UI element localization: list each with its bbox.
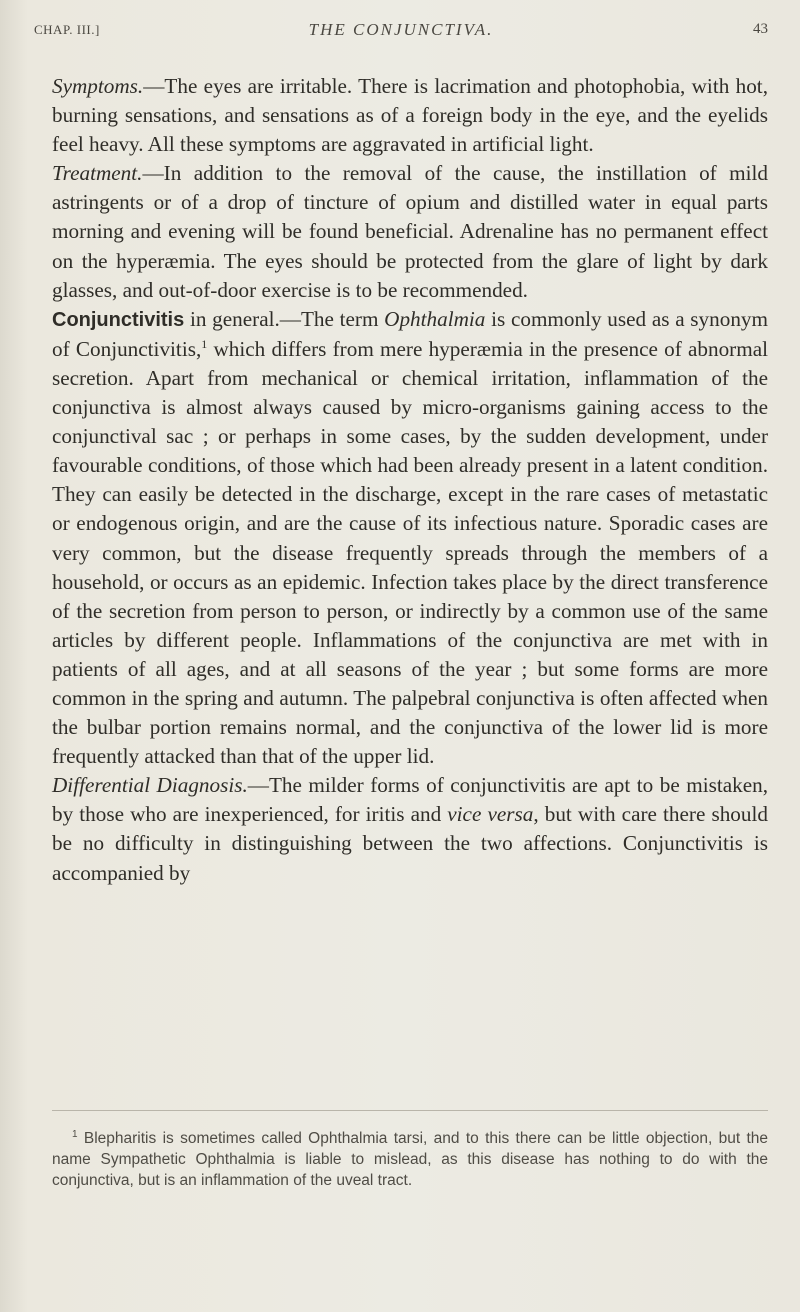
paragraph-differential-diagnosis bbox=[52, 771, 768, 887]
paragraph-conjunctivitis bbox=[52, 305, 768, 772]
conjunctivitis-text-1: in general.—The term bbox=[184, 306, 385, 331]
running-title: THE CONJUNCTIVA. bbox=[308, 20, 494, 39]
conjunctivitis-text-2: is commonly used as a synonym of Conjunctivitis, bbox=[52, 306, 768, 361]
symptoms-text: —The eyes are irritable. There is lacrimation and photophobia, with hot, burning sensations, and sensations as of a foreign body in the eye, and the eyelids feel heavy. All these symptoms are aggravated in artificial light. bbox=[52, 74, 768, 157]
differential-text-2: , but with care there should be no difficulty in distinguishing between the two affections. Conjunctivitis is accompanied by bbox=[52, 802, 768, 885]
paragraph-treatment bbox=[52, 159, 768, 304]
treatment-text: —In addition to the removal of the cause, the instillation of mild astringents or of a drop of tincture of opium and distilled water in equal parts morning and evening will be found beneficial. Adrenaline has no permanent effect on the hyperæmia. The eyes should be protected from the glare of light by dark glasses, and out-of-door exercise is to be recommended. bbox=[52, 161, 768, 302]
treatment-label: Treatment. bbox=[52, 161, 143, 186]
conjunctivitis-text-3: which differs from mere hyperæmia in the presence of abnormal secretion. Apart from mechanical or chemical irritation, inflammation of the conjunctiva is almost always caused by micro-organisms gaining access to the conjunctival sac ; or perhaps in some cases, by the sudden development, under favourable conditions, of those which had been already present in a latent condition. They can easily be detected in the discharge, except in the rare cases of metastatic or endogenous origin, and are the cause of its infectious nature. Sporadic cases are very common, but the disease frequently spreads through the members of a household, or occurs as an epidemic. Infection takes place by the direct transference of the secretion from person to person, or indirectly by a common use of the same articles by different people. Inflammations of the conjunctiva are met with in patients of all ages, and at all seasons of the year ; but some forms are more common in the spring and autumn. The palpebral conjunctiva is often affected when the bulbar portion remains normal, and the conjunctiva of the lower lid is more frequently attacked than that of the upper lid. bbox=[52, 336, 769, 769]
paragraph-symptoms bbox=[52, 72, 768, 159]
footnote bbox=[52, 1128, 768, 1191]
symptoms-label: Symptoms. bbox=[52, 74, 144, 98]
differential-text-1: —The milder forms of conjunctivitis are apt to be mistaken, by those who are inexperienced, for iritis and bbox=[52, 773, 769, 827]
vice-versa-term: vice versa bbox=[447, 802, 534, 827]
footnote-reference: 1 bbox=[201, 336, 208, 351]
differential-diagnosis-label: Differential Diagnosis. bbox=[52, 773, 248, 798]
footnote-text: Blepharitis is sometimes called Ophthalmia tarsi, and to this there can be little objection, but the name Sympathetic Ophthalmia is liable to mislead, as this disease has nothing to do with the conjunctiva, but is an inflammation of the uveal tract. bbox=[52, 1130, 768, 1189]
running-head bbox=[34, 20, 768, 44]
footnote-divider bbox=[52, 1110, 768, 1111]
chapter-label: CHAP. III.] bbox=[34, 22, 100, 37]
ophthalmia-term: Ophthalmia bbox=[384, 306, 486, 331]
conjunctivitis-heading: Conjunctivitis bbox=[52, 308, 185, 331]
page-number: 43 bbox=[753, 21, 768, 37]
body-text bbox=[52, 72, 768, 888]
footnote-marker: 1 bbox=[72, 1128, 78, 1140]
